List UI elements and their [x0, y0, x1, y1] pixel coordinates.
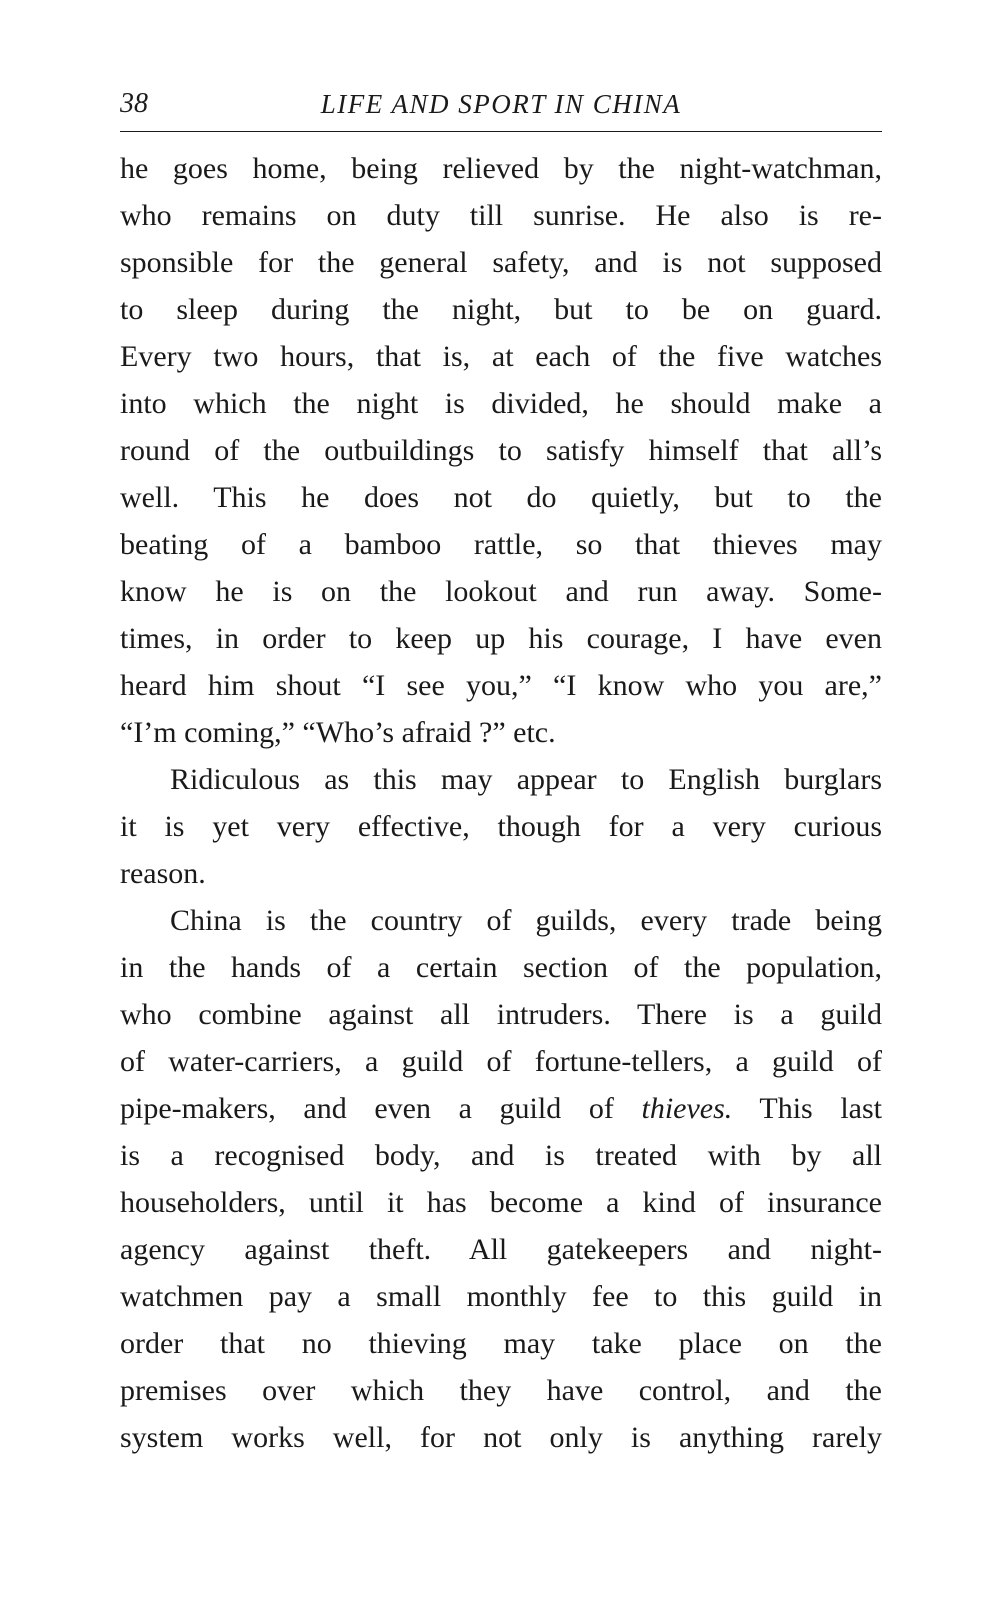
text-line: order that no thieving may take place on the [120, 1327, 882, 1360]
body-text [120, 145, 882, 1461]
text-line: watchmen pay a small monthly fee to this guild in [120, 1280, 882, 1313]
text-line: of water-carriers, a guild of fortune-tellers, a guild of [120, 1045, 882, 1078]
text-line-with-italic [120, 1085, 882, 1132]
text-segment: pipe-makers, and even a guild of [120, 1092, 614, 1125]
text-line: is a recognised body, and is treated with by all [120, 1139, 882, 1172]
text-line: to sleep during the night, but to be on guard. [120, 293, 882, 326]
text-line: sponsible for the general safety, and is not supposed [120, 246, 882, 279]
text-line: he goes home, being relieved by the night-watchman, [120, 152, 882, 185]
text-line: it is yet very effective, though for a very curious [120, 810, 882, 843]
text-line: well. This he does not do quietly, but to the [120, 481, 882, 514]
text-line: round of the outbuildings to satisfy himself that all’s [120, 434, 882, 467]
text-line: know he is on the lookout and run away. Some- [120, 575, 882, 608]
page-header [120, 82, 882, 126]
text-line: agency against theft. All gatekeepers and night- [120, 1233, 882, 1266]
text-line: “I’m coming,” “Who’s afraid ?” etc. [120, 716, 556, 749]
italic-word: thieves. [641, 1092, 733, 1125]
running-title: LIFE AND SPORT IN CHINA [320, 89, 682, 119]
text-line: into which the night is divided, he should make a [120, 387, 882, 420]
text-line: Ridiculous as this may appear to English burglars [170, 763, 882, 796]
text-line: China is the country of guilds, every trade being [170, 904, 882, 937]
text-line: who remains on duty till sunrise. He also is re- [120, 199, 882, 232]
header-rule [120, 131, 882, 132]
text-line: who combine against all intruders. There is a guild [120, 998, 882, 1031]
text-line: times, in order to keep up his courage, I have even [120, 622, 882, 655]
page-number: 38 [120, 88, 148, 119]
text-line: Every two hours, that is, at each of the five watches [120, 340, 882, 373]
text-line: in the hands of a certain section of the population, [120, 951, 882, 984]
text-line: system works well, for not only is anything rarely [120, 1421, 882, 1454]
text-line: beating of a bamboo rattle, so that thieves may [120, 528, 882, 561]
text-line: heard him shout “I see you,” “I know who you are,” [120, 669, 882, 702]
text-line: reason. [120, 857, 206, 890]
text-line: premises over which they have control, and the [120, 1374, 882, 1407]
text-segment: This last [759, 1092, 882, 1125]
text-line: householders, until it has become a kind of insurance [120, 1186, 882, 1219]
